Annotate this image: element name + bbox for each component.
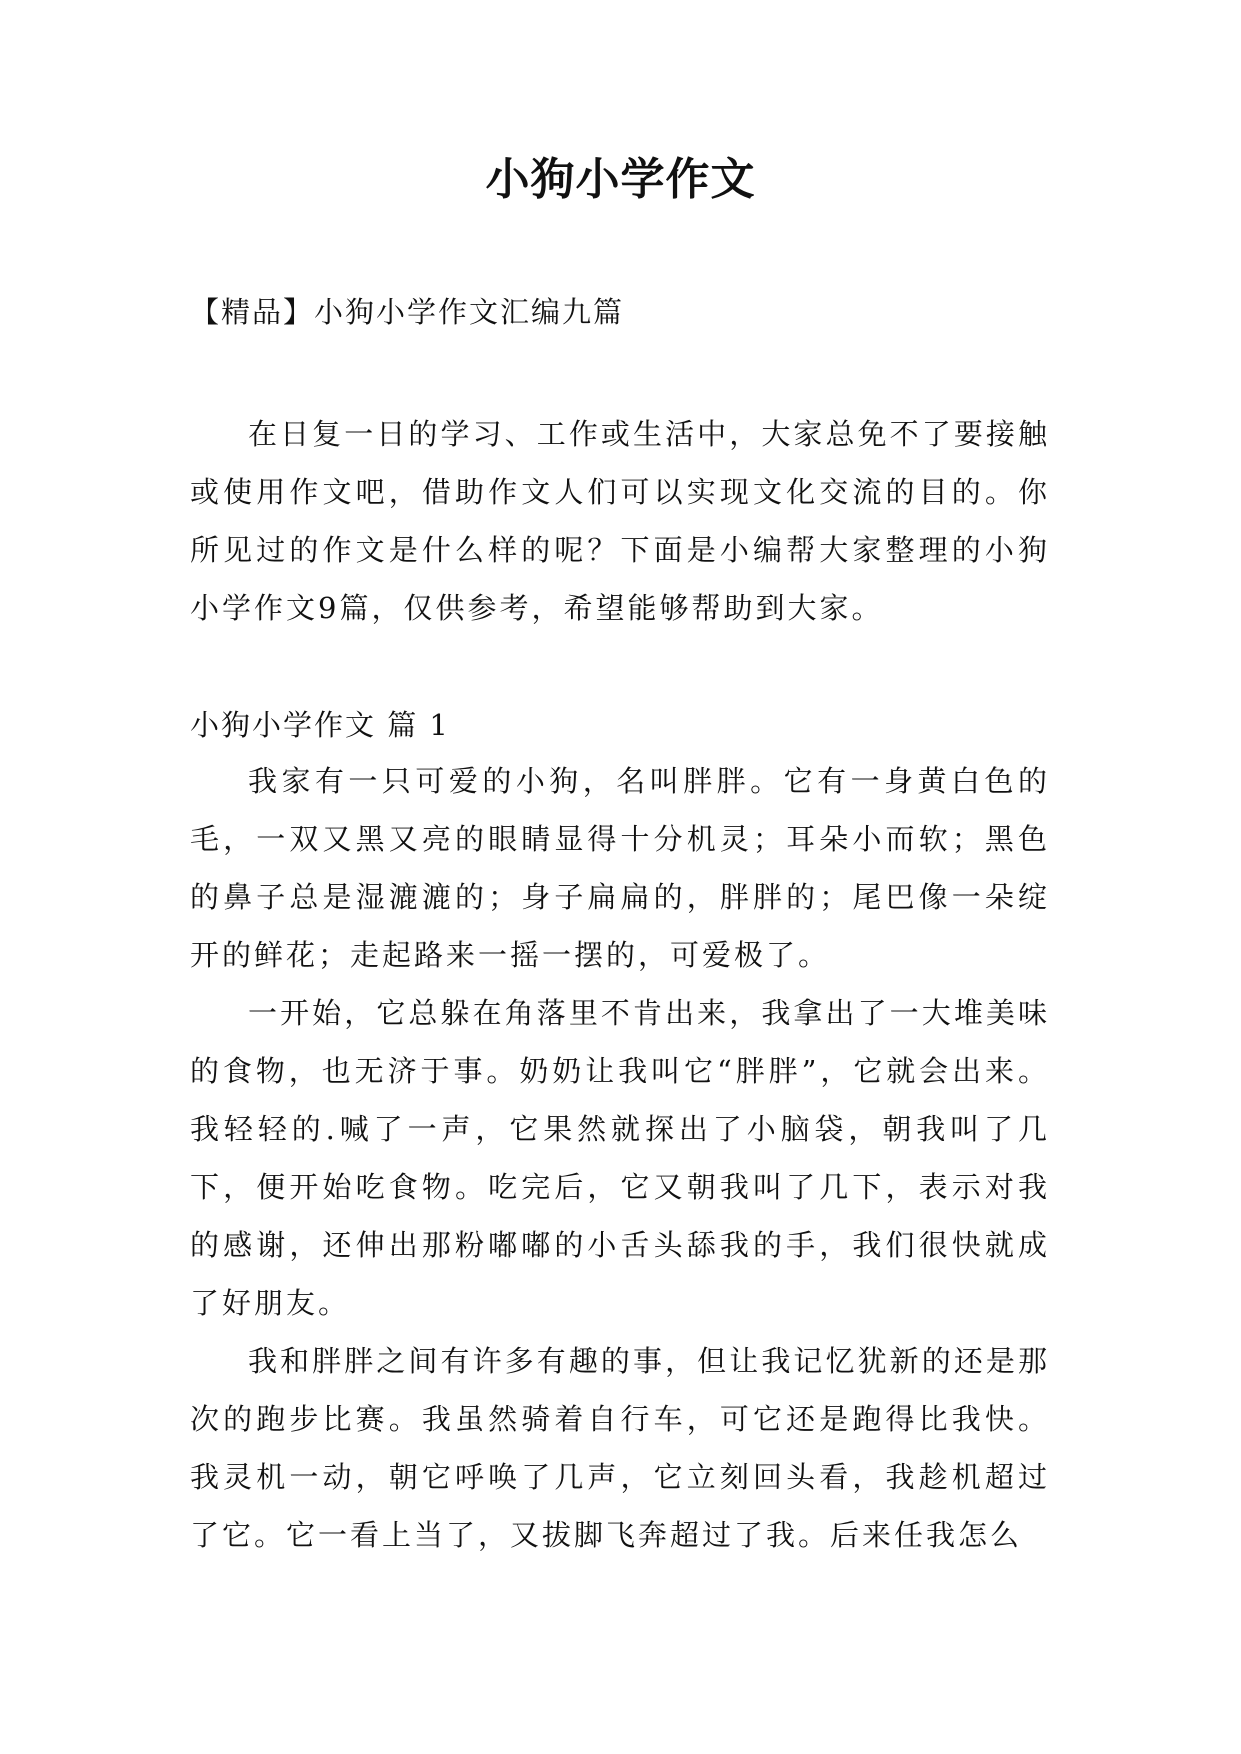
essay-paragraph-3: 我和胖胖之间有许多有趣的事，但让我记忆犹新的还是那次的跑步比赛。我虽然骑着自行车，可它还是跑得比我快。我灵机一动，朝它呼唤了几声，它立刻回头看，我趁机超过了它。它一看上当了，又拔脚飞奔超过了我。后来任我怎么 [190, 1344, 1050, 1552]
document-title: 小狗小学作文 [485, 154, 756, 205]
essay-body [190, 752, 1050, 1564]
intro-paragraph: 在日复一日的学习、工作或生活中，大家总免不了要接触或使用作文吧，借助作文人们可以实现文化交流的目的。你所见过的作文是什么样的呢？下面是小编帮大家整理的小狗小学作文9篇，仅供参考，希望能够帮助到大家。 [190, 417, 1050, 625]
document-subtitle: 【精品】小狗小学作文汇编九篇 [190, 295, 625, 329]
essay-paragraph-1: 我家有一只可爱的小狗，名叫胖胖。它有一身黄白色的毛，一双又黑又亮的眼睛显得十分机灵；耳朵小而软；黑色的鼻子总是湿漉漉的；身子扁扁的，胖胖的；尾巴像一朵绽开的鲜花；走起路来一摇一摆的，可爱极了。 [190, 764, 1050, 972]
section-heading: 小狗小学作文 篇 1 [190, 708, 450, 742]
intro-section [190, 405, 1050, 637]
essay-paragraph-2: 一开始，它总躲在角落里不肯出来，我拿出了一大堆美味的食物，也无济于事。奶奶让我叫它“胖胖”，它就会出来。我轻轻的.喊了一声，它果然就探出了小脑袋，朝我叫了几下，便开始吃食物。吃完后，它又朝我叫了几下，表示对我的感谢，还伸出那粉嘟嘟的小舌头舔我的手，我们很快就成了好朋友。 [190, 996, 1050, 1320]
